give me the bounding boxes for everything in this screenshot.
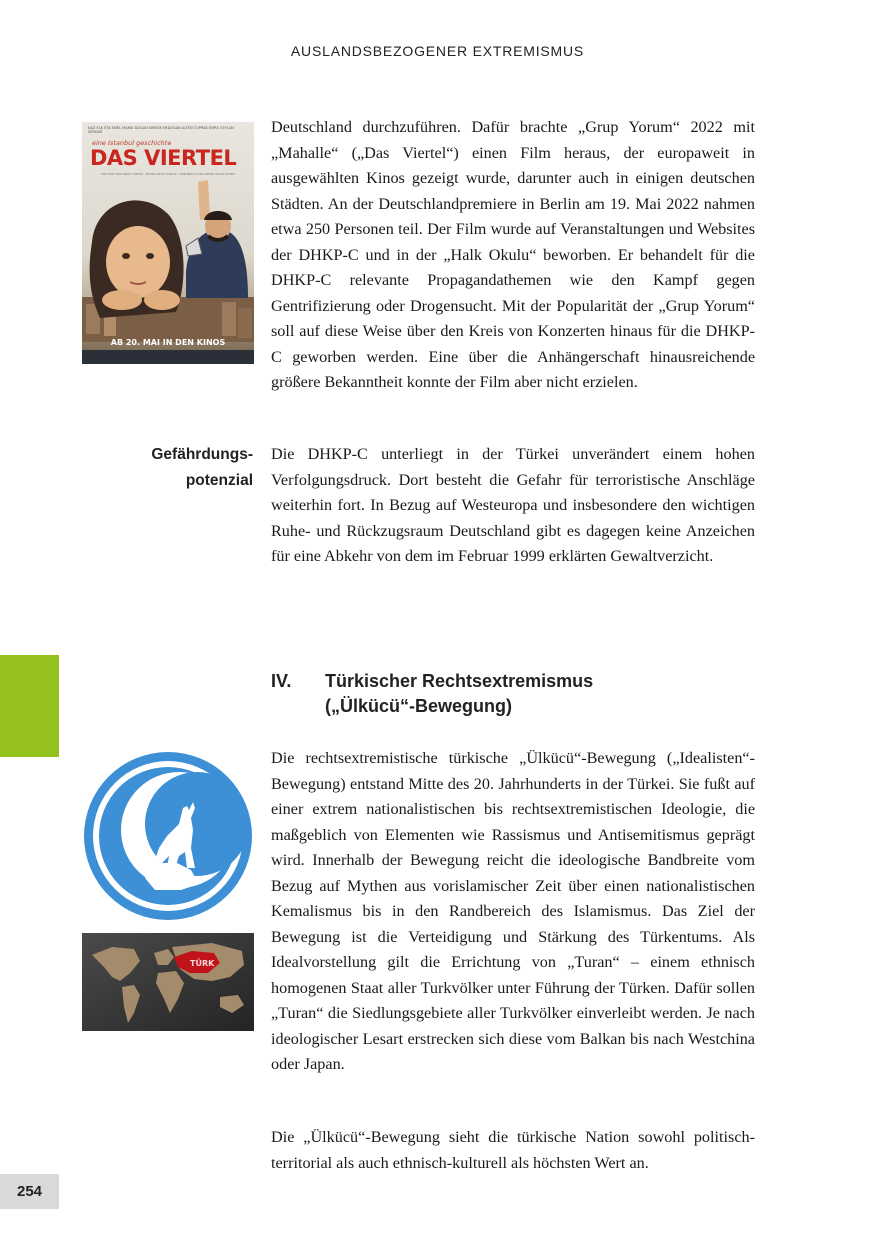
ulkucu-logo-icon [83,752,253,920]
body-paragraph-2 [271,442,755,570]
paragraph-threat-text: Die DHKP-C unterliegt in der Türkei unverändert einem hohen Verfolgungsdruck. Dort besteht die Gefahr für terroristische Anschläge weiterhin fort. In Bezug auf Westeuropa und insbesondere den wichtigen Ruhe- und Rückzugsraum Deutschland gibt es dagegen keine Anzeichen für eine Abkehr von dem im Februar 1999 erklärten Gewaltverzicht. [271,445,755,565]
poster-subtitle: eine Istanbul geschichte [92,139,172,147]
body-paragraph-4 [271,1125,755,1176]
page-number: 254 [0,1174,59,1209]
chapter-color-tab [0,655,59,757]
section-title-line-1: Türkischer Rechtsextremismus [325,671,594,691]
poster-footer-bar [82,350,254,364]
poster-cast-names: NAZ ELK ETA EMEL MARIA DOGAN SIMSEK ERDOGAN ALTEN TOPRAK EMRE CEYLAN SERDAR [88,126,234,134]
body-paragraph-3 [271,746,755,1078]
poster-illustration [82,122,254,364]
poster-title: DAS VIERTEL [90,146,237,170]
section-title-line-2: („Ülkücü“-Bewegung) [325,696,512,716]
paragraph-ulkucu-text: Die rechtsextremistische türkische „Ülkücü“-Bewegung („Idealisten“-Bewegung) entstand Mitte des 20. Jahrhunderts in der Türkei. Sie fußt auf einer extrem nationalistischen bis rechtsextremistischen Ideologie, die maßgeblich von Elementen wie Rassismus und Antisemitismus geprägt wird. Innerhalb der Bewegung reicht die ideologische Bandbreite vom Bezug auf Mythen aus vorislamischer Zeit über einen nationalistischen Kemalismus bis in den Randbereich des Islamismus. Das Ziel der Bewegung ist die Verteidigung und Stärkung des Türkentums. Als Idealvorstellung gilt die Errichtung von „Turan“ – einem ethnisch homogenen Staat aller Turkvölker unter Führung der Türken. Dafür sollen „Turan“ die Siedlungsgebiete aller Turkvölker einverleibt werden. Je nach ideologischer Lesart erstrecken sich diese vom Balkan bis nach Westchina oder Japan. [271,749,755,1073]
side-label-line-2: potenzial [185,471,253,489]
film-poster-image [82,122,254,364]
turan-world-map-image [82,933,254,1031]
side-label-gefaehrdungspotenzial [90,442,253,493]
section-number: IV. [271,671,292,691]
running-header: AUSLANDSBEZOGENER EXTREMISMUS [290,43,585,59]
paragraph-film-text: Deutschland durchzuführen. Dafür brachte „Grup Yorum“ 2022 mit „Mahalle“ („Das Viertel“) einen Film heraus, der europaweit in ausgewählten Kinos gezeigt wurde, darunter auch in einigen deutschen Städten. An der Deutschlandpremiere in Berlin am 19. Mai 2022 nahmen etwa 250 Personen teil. Der Film wurde auf Veranstaltungen und Websites der DHKP-C und in der „Halk Okulu“ beworben. Er behandelt für die DHKP-C relevante Propagandathemen wie den Kampf gegen Gentrifizierung oder Drogensucht. Mit der Popularität der „Grup Yorum“ soll auf diese Weise über den Kreis von Konzerten hinaus für die DHKP-C geworben werden. Eine über die Anhängerschaft hinausreichende größere Bekanntheit konnte der Film aber nicht erzielen. [271,118,755,391]
body-paragraph-1 [271,115,755,396]
map-turan-label: TÜRK [190,959,215,968]
paragraph-nation-text: Die „Ülkücü“-Bewegung sieht die türkische Nation sowohl politisch-territorial als auch ethnisch-kulturell als höchsten Wert an. [271,1128,755,1172]
poster-release-date: AB 20. MAI IN DEN KINOS [110,338,226,347]
poster-credits: EIN FILM VON GRUP YORUM · MUSIK GRUP YORUM · DREHBUCH UND REGIE IHSAN ALTEN [101,172,235,176]
side-label-line-1: Gefährdungs- [151,446,253,463]
